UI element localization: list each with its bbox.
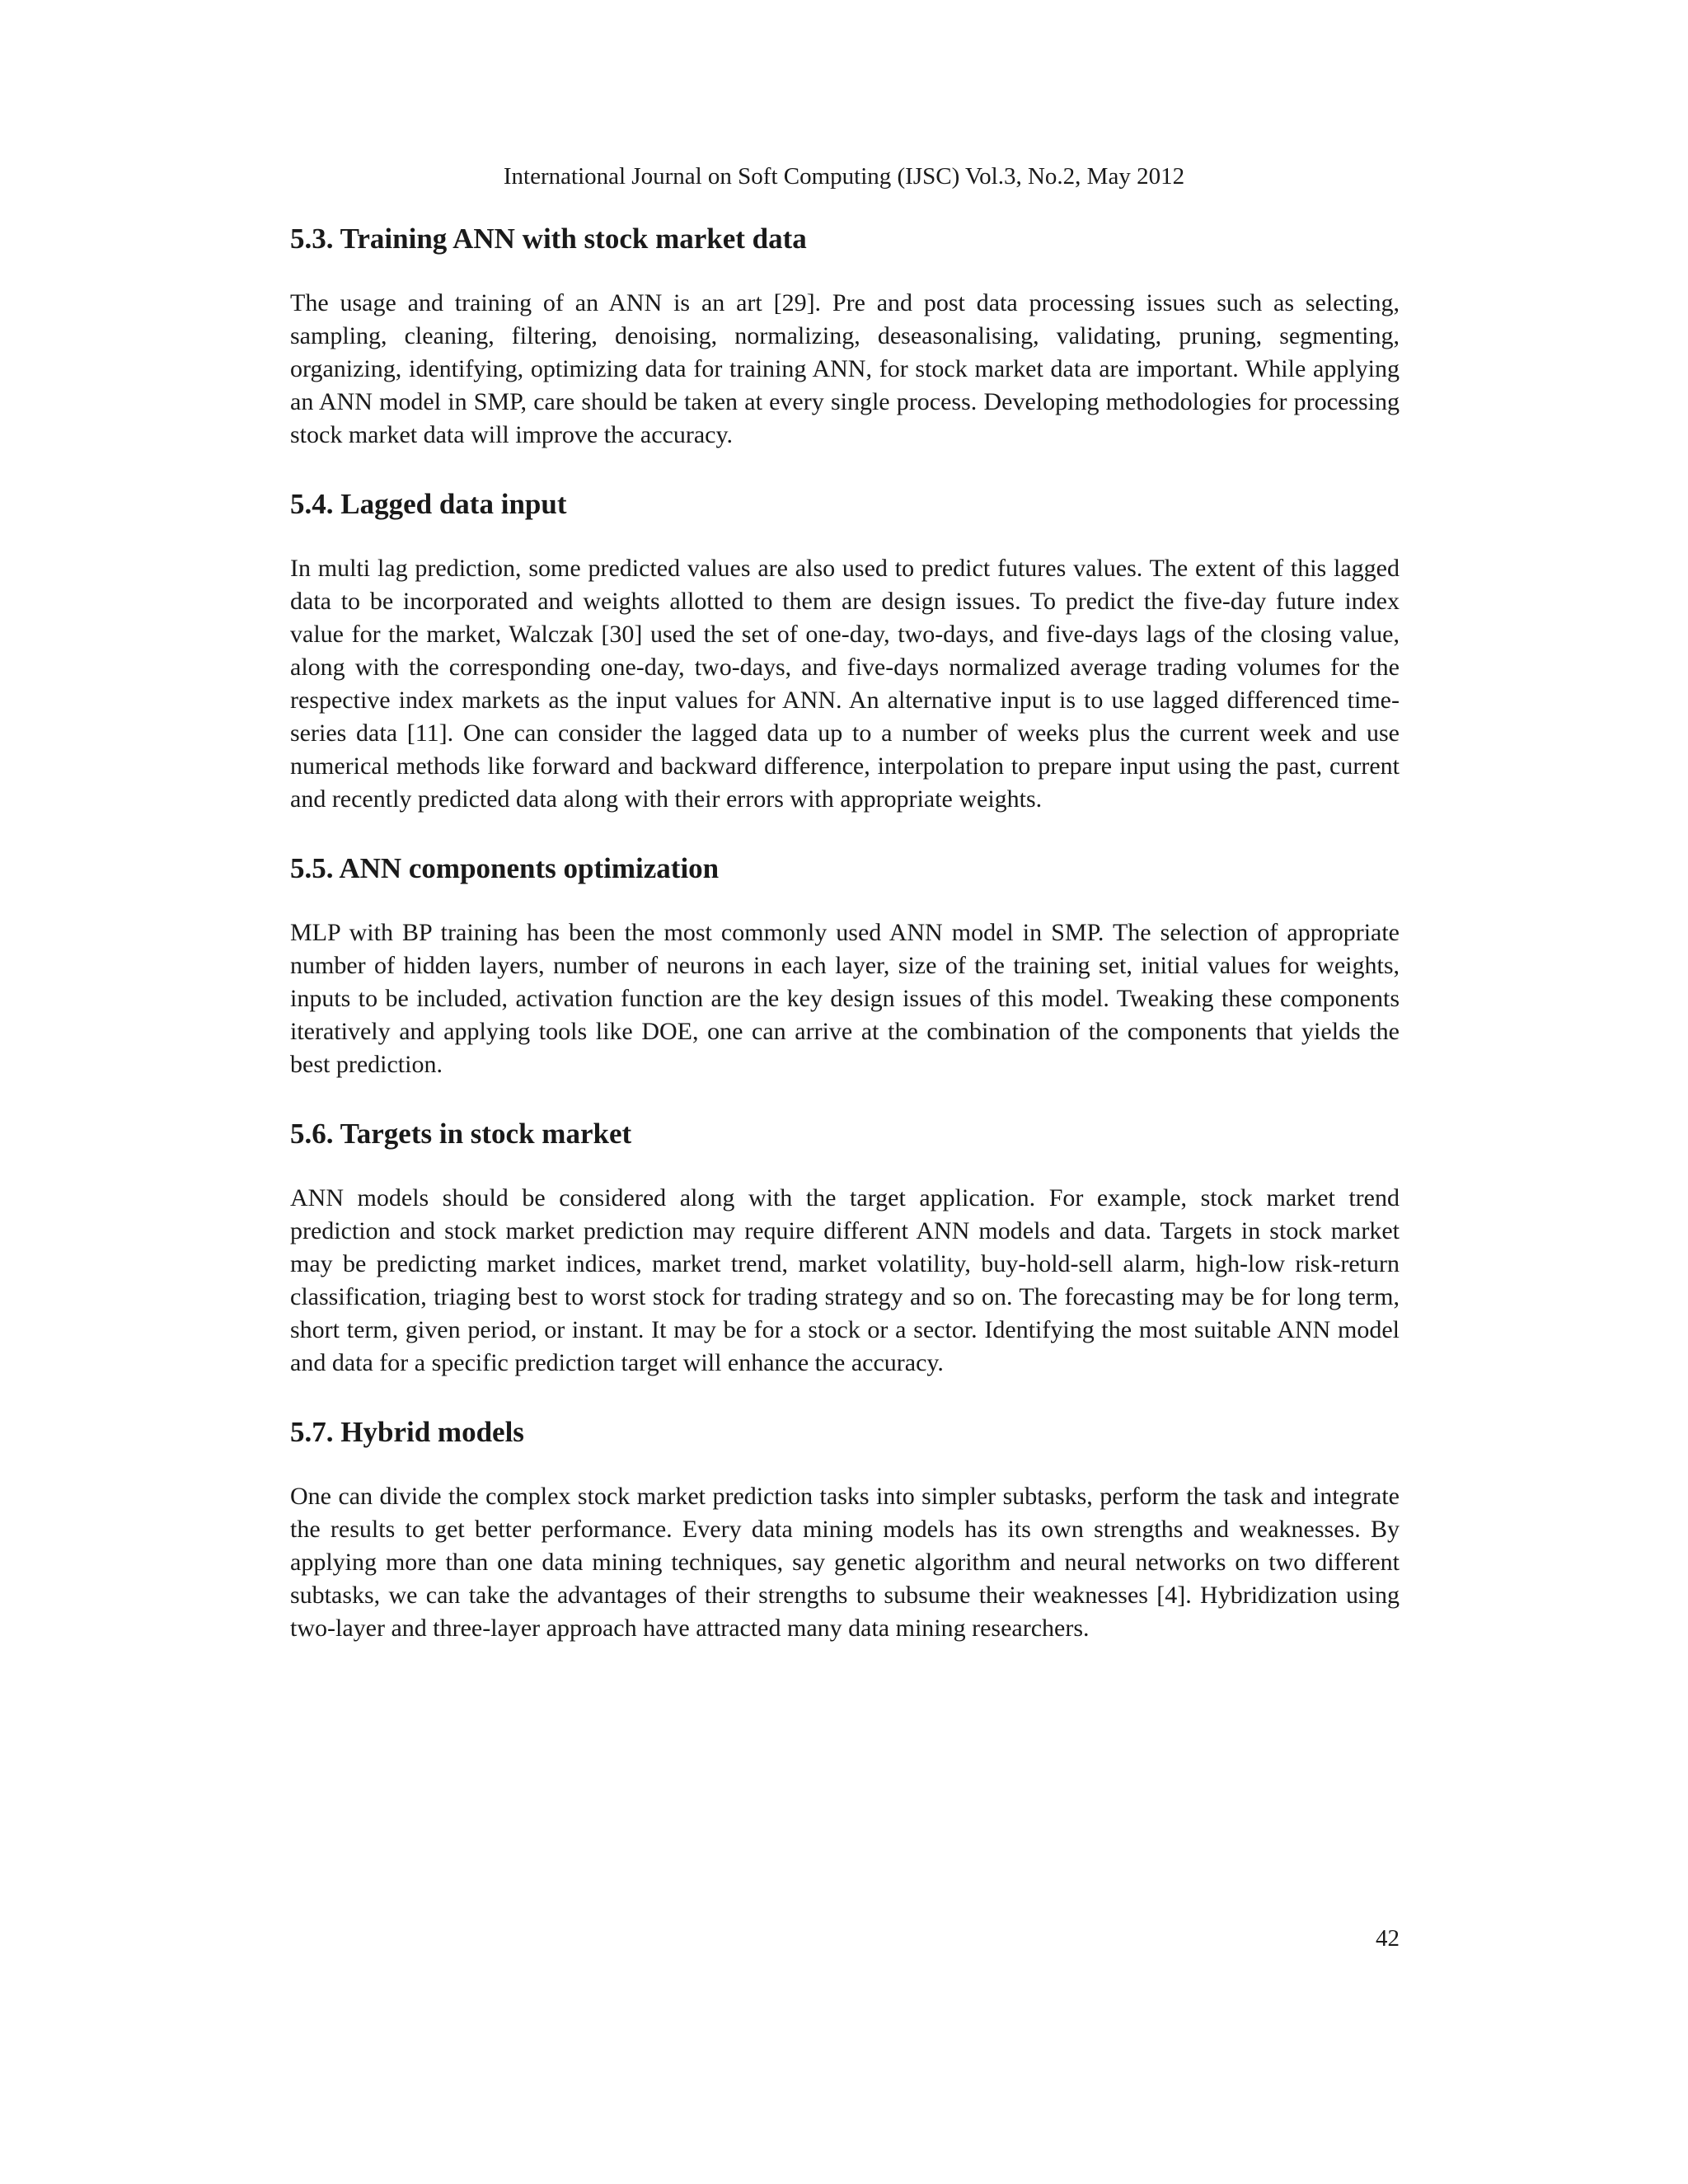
section-heading: 5.3. Training ANN with stock market data (290, 223, 807, 255)
page-content (290, 221, 1400, 1680)
section-lagged-data-input (290, 486, 1400, 816)
section-heading: 5.5. ANN components optimization (290, 852, 720, 884)
section-training-ann (290, 221, 1400, 452)
section-targets-in-stock-market (290, 1116, 1400, 1380)
section-paragraph: One can divide the complex stock market prediction tasks into simpler subtasks, perform the task and integrate the results to get better performance. Every data mining models has its own strengths and weaknesses. By applying more than one data mining techniques, say genetic algorithm and neural networks on two different subtasks, we can take the advantages of their strengths to subsume their weaknesses [4]. Hybridization using two-layer and three-layer approach have attracted many data mining researchers. (290, 1483, 1400, 1642)
section-paragraph: MLP with BP training has been the most commonly used ANN model in SMP. The selection of appropriate number of hidden layers, number of neurons in each layer, size of the training set, initial values for weights, inputs to be included, activation function are the key design issues of this model. Tweaking these components iteratively and applying tools like DOE, one can arrive at the combination of the components that yields the best prediction. (290, 919, 1400, 1078)
section-heading: 5.6. Targets in stock market (290, 1118, 632, 1150)
section-heading: 5.4. Lagged data input (290, 488, 567, 520)
page-number: 42 (1376, 1925, 1400, 1952)
section-heading: 5.7. Hybrid models (290, 1416, 524, 1448)
running-header: International Journal on Soft Computing (IJSC) Vol.3, No.2, May 2012 (503, 163, 1185, 190)
section-ann-components-optimization (290, 851, 1400, 1081)
section-paragraph: In multi lag prediction, some predicted values are also used to predict futures values. The extent of this lagged data to be incorporated and weights allotted to them are design issues. To predict the five-day future index value for the market, Walczak [30] used the set of one-day, two-days, and five-days lags of the closing value, along with the corresponding one-day, two-days, and five-days normalized average trading volumes for the respective index markets as the input values for ANN. An alternative input is to use lagged differenced time-series data [11]. One can consider the lagged data up to a number of weeks plus the current week and use numerical methods like forward and backward difference, interpolation to prepare input using the past, current and recently predicted data along with their errors with appropriate weights. (290, 555, 1400, 813)
section-hybrid-models (290, 1414, 1400, 1645)
section-paragraph: The usage and training of an ANN is an art [29]. Pre and post data processing issues such as selecting, sampling, cleaning, filtering, denoising, normalizing, deseasonalising, validating, pruning, segmenting, organizing, identifying, optimizing data for training ANN, for stock market data are important. While applying an ANN model in SMP, care should be taken at every single process. Developing methodologies for processing stock market data will improve the accuracy. (290, 289, 1400, 448)
section-paragraph: ANN models should be considered along with the target application. For example, stock market trend prediction and stock market prediction may require different ANN models and data. Targets in stock market may be predicting market indices, market trend, market volatility, buy-hold-sell alarm, high-low risk-return classification, triaging best to worst stock for trading strategy and so on. The forecasting may be for long term, short term, given period, or instant. It may be for a stock or a sector. Identifying the most suitable ANN model and data for a specific prediction target will enhance the accuracy. (290, 1184, 1400, 1376)
